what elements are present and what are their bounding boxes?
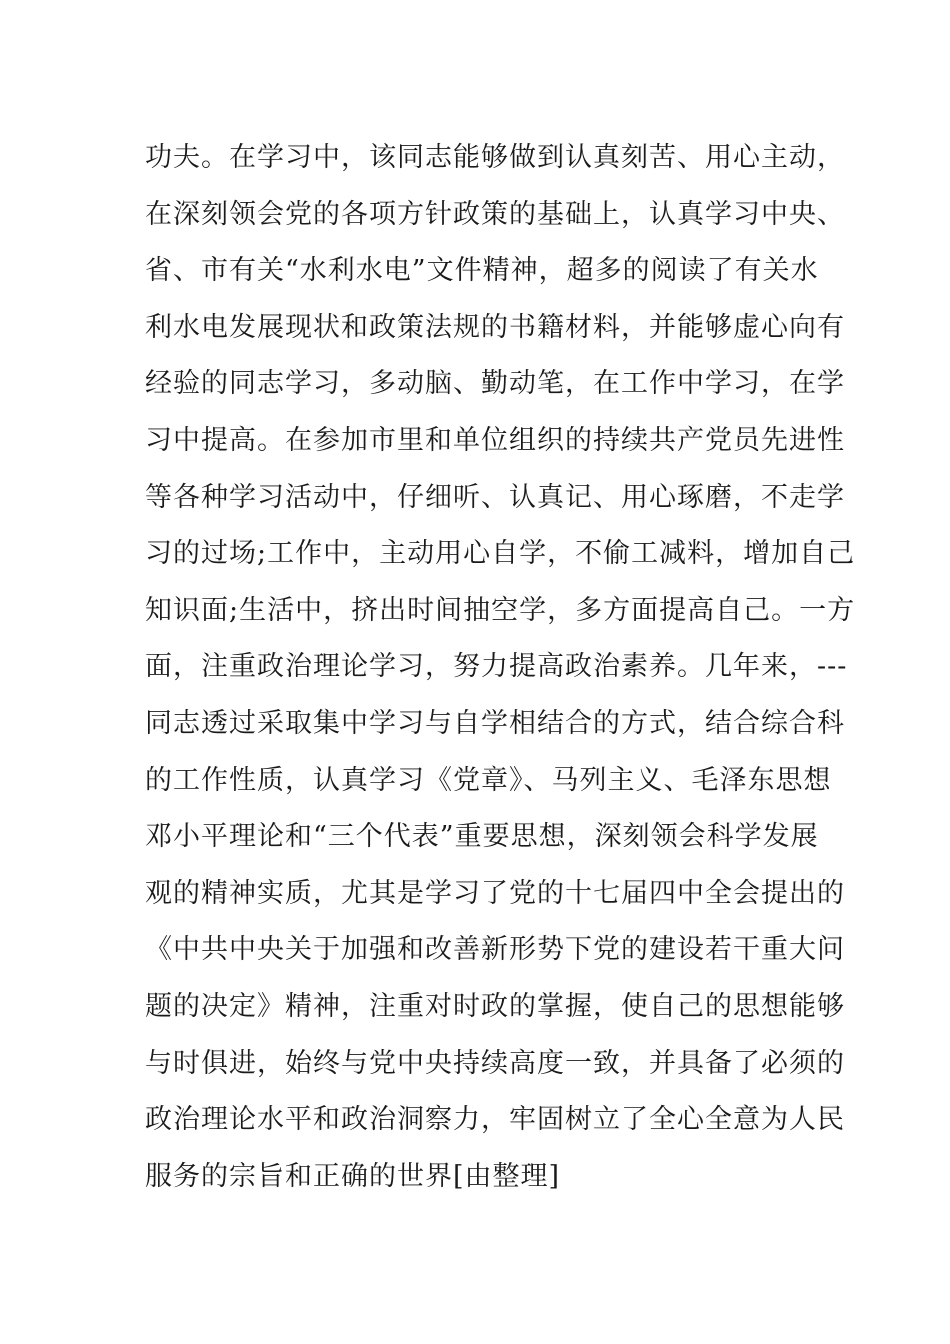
text-line: 《中共中央关于加强和改善新形势下党的建设若干重大问 [145,934,845,966]
text-line: 在深刻领会党的各项方针政策的基础上，认真学习中央、 [145,198,845,230]
text-line: 的工作性质，认真学习《党章》、马列主义、毛泽东思想 [145,764,832,796]
text-line: 邓小平理论和“三个代表”重要思想，深刻领会科学发展 [145,821,819,853]
text-line: 政治理论水平和政治洞察力，牢固树立了全心全意为人民 [145,1104,845,1136]
text-line: 功夫。在学习中，该同志能够做到认真刻苦、用心主动， [145,142,845,173]
text-line: 省、市有关“水利水电”文件精神，超多的阅读了有关水 [145,255,819,287]
text-line: 题的决定》精神，注重对时政的掌握，使自己的思想能够 [145,990,845,1022]
body-text [145,130,856,1205]
text-line: 知识面;生活中，挤出时间抽空学，多方面提高自己。一方 [145,594,856,626]
text-line: 利水电发展现状和政策法规的书籍材料，并能够虚心向有 [145,311,845,343]
text-line: 等各种学习活动中，仔细听、认真记、用心琢磨，不走学 [145,481,845,513]
text-line: 经验的同志学习，多动脑、勤动笔，在工作中学习，在学 [145,368,845,400]
text-line: 与时俱进，始终与党中央持续高度一致，并具备了必须的 [145,1047,845,1079]
text-line: 习的过场;工作中，主动用心自学，不偷工减料，增加自己 [145,538,856,570]
text-line: 同志透过采取集中学习与自学相结合的方式，结合综合科 [145,707,845,739]
text-line: 面，注重政治理论学习，努力提高政治素养。几年来，--- [145,651,848,683]
text-line: 服务的宗旨和正确的世界[由整理] [145,1160,561,1192]
text-line: 习中提高。在参加市里和单位组织的持续共产党员先进性 [145,424,845,456]
text-line: 观的精神实质，尤其是学习了党的十七届四中全会提出的 [145,877,845,909]
